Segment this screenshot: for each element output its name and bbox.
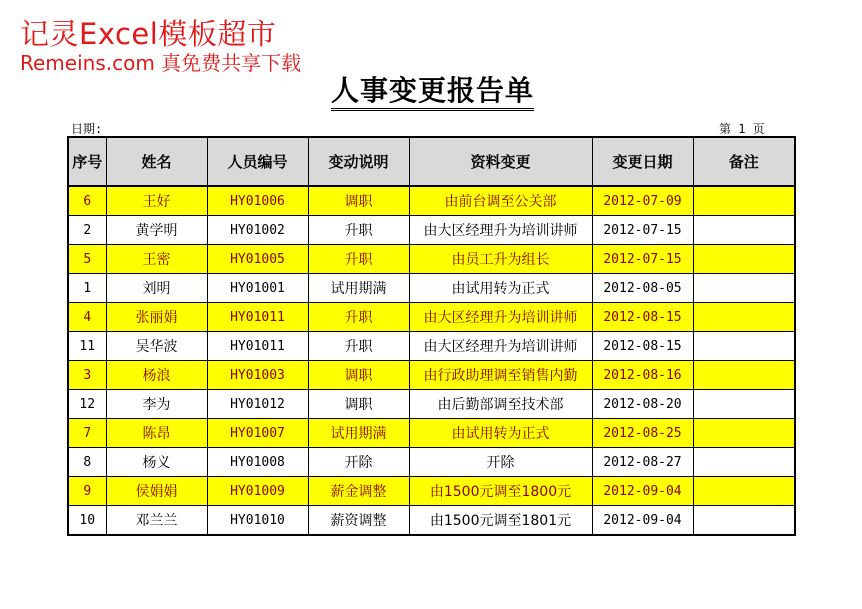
cell-detail[interactable]: 由1500元调至1800元 xyxy=(409,477,592,506)
cell-date[interactable]: 2012-09-04 xyxy=(592,477,693,506)
cell-seq[interactable]: 4 xyxy=(68,303,106,332)
cell-name[interactable]: 杨义 xyxy=(106,448,207,477)
cell-detail[interactable]: 由前台调至公关部 xyxy=(409,186,592,216)
cell-change[interactable]: 试用期满 xyxy=(308,274,409,303)
watermark-brand: 记灵Excel模板超市 xyxy=(20,17,277,51)
cell-seq[interactable]: 11 xyxy=(68,332,106,361)
table-row xyxy=(68,332,795,361)
table-row xyxy=(68,274,795,303)
cell-detail[interactable]: 开除 xyxy=(409,448,592,477)
cell-seq[interactable]: 3 xyxy=(68,361,106,390)
cell-detail[interactable]: 由1500元调至1801元 xyxy=(409,506,592,536)
cell-code[interactable]: HY01005 xyxy=(207,245,308,274)
cell-seq[interactable]: 1 xyxy=(68,274,106,303)
cell-note[interactable] xyxy=(693,419,795,448)
cell-code[interactable]: HY01002 xyxy=(207,216,308,245)
cell-name[interactable]: 侯娟娟 xyxy=(106,477,207,506)
cell-seq[interactable]: 10 xyxy=(68,506,106,536)
table-row xyxy=(68,216,795,245)
cell-change[interactable]: 调职 xyxy=(308,361,409,390)
cell-note[interactable] xyxy=(693,245,795,274)
cell-note[interactable] xyxy=(693,303,795,332)
table-row xyxy=(68,477,795,506)
cell-name[interactable]: 刘明 xyxy=(106,274,207,303)
header-date: 变更日期 xyxy=(592,137,693,186)
header-detail: 资料变更 xyxy=(409,137,592,186)
cell-detail[interactable]: 由试用转为正式 xyxy=(409,419,592,448)
cell-change[interactable]: 升职 xyxy=(308,245,409,274)
cell-detail[interactable]: 由大区经理升为培训讲师 xyxy=(409,216,592,245)
cell-seq[interactable]: 8 xyxy=(68,448,106,477)
cell-change[interactable]: 调职 xyxy=(308,186,409,216)
cell-code[interactable]: HY01010 xyxy=(207,506,308,536)
cell-change[interactable]: 升职 xyxy=(308,216,409,245)
table-row xyxy=(68,361,795,390)
header-seq: 序号 xyxy=(68,137,106,186)
cell-seq[interactable]: 7 xyxy=(68,419,106,448)
cell-note[interactable] xyxy=(693,274,795,303)
cell-code[interactable]: HY01011 xyxy=(207,303,308,332)
cell-code[interactable]: HY01011 xyxy=(207,332,308,361)
cell-change[interactable]: 试用期满 xyxy=(308,419,409,448)
cell-name[interactable]: 陈昂 xyxy=(106,419,207,448)
page-number-label: 第 1 页 xyxy=(719,122,765,136)
cell-code[interactable]: HY01001 xyxy=(207,274,308,303)
cell-seq[interactable]: 2 xyxy=(68,216,106,245)
cell-change[interactable]: 升职 xyxy=(308,303,409,332)
cell-date[interactable]: 2012-08-27 xyxy=(592,448,693,477)
cell-name[interactable]: 邓兰兰 xyxy=(106,506,207,536)
cell-note[interactable] xyxy=(693,216,795,245)
cell-note[interactable] xyxy=(693,186,795,216)
cell-change[interactable]: 薪资调整 xyxy=(308,506,409,536)
table-row xyxy=(68,390,795,419)
table-row xyxy=(68,448,795,477)
header-change: 变动说明 xyxy=(308,137,409,186)
cell-note[interactable] xyxy=(693,390,795,419)
cell-note[interactable] xyxy=(693,506,795,536)
header-note: 备注 xyxy=(693,137,795,186)
table-row xyxy=(68,419,795,448)
watermark-site: Remeins.com 真免费共享下载 xyxy=(20,51,302,75)
table-row xyxy=(68,506,795,536)
cell-code[interactable]: HY01003 xyxy=(207,361,308,390)
cell-date[interactable]: 2012-08-15 xyxy=(592,332,693,361)
cell-name[interactable]: 王密 xyxy=(106,245,207,274)
cell-note[interactable] xyxy=(693,477,795,506)
cell-name[interactable]: 张丽娟 xyxy=(106,303,207,332)
cell-date[interactable]: 2012-08-05 xyxy=(592,274,693,303)
cell-seq[interactable]: 5 xyxy=(68,245,106,274)
cell-name[interactable]: 王好 xyxy=(106,186,207,216)
cell-name[interactable]: 杨浪 xyxy=(106,361,207,390)
personnel-change-table xyxy=(67,136,796,536)
cell-change[interactable]: 开除 xyxy=(308,448,409,477)
cell-change[interactable]: 升职 xyxy=(308,332,409,361)
cell-change[interactable]: 调职 xyxy=(308,390,409,419)
cell-date[interactable]: 2012-07-15 xyxy=(592,216,693,245)
cell-code[interactable]: HY01007 xyxy=(207,419,308,448)
cell-seq[interactable]: 6 xyxy=(68,186,106,216)
cell-detail[interactable]: 由试用转为正式 xyxy=(409,274,592,303)
cell-note[interactable] xyxy=(693,332,795,361)
cell-code[interactable]: HY01008 xyxy=(207,448,308,477)
cell-code[interactable]: HY01012 xyxy=(207,390,308,419)
cell-detail[interactable]: 由大区经理升为培训讲师 xyxy=(409,332,592,361)
table-body xyxy=(68,186,795,535)
cell-date[interactable]: 2012-09-04 xyxy=(592,506,693,536)
table-row xyxy=(68,303,795,332)
table-row xyxy=(68,186,795,216)
cell-date[interactable]: 2012-08-16 xyxy=(592,361,693,390)
date-label: 日期: xyxy=(71,122,103,136)
cell-note[interactable] xyxy=(693,448,795,477)
table-row xyxy=(68,245,795,274)
cell-name[interactable]: 黄学明 xyxy=(106,216,207,245)
cell-detail[interactable]: 由行政助理调至销售内勤 xyxy=(409,361,592,390)
header-name: 姓名 xyxy=(106,137,207,186)
cell-detail[interactable]: 由后勤部调至技术部 xyxy=(409,390,592,419)
cell-note[interactable] xyxy=(693,361,795,390)
cell-date[interactable]: 2012-07-15 xyxy=(592,245,693,274)
cell-detail[interactable]: 由员工升为组长 xyxy=(409,245,592,274)
header-code: 人员编号 xyxy=(207,137,308,186)
cell-name[interactable]: 李为 xyxy=(106,390,207,419)
document-title: 人事变更报告单 xyxy=(331,76,534,111)
cell-change[interactable]: 薪金调整 xyxy=(308,477,409,506)
watermark xyxy=(20,17,302,75)
cell-name[interactable]: 吴华波 xyxy=(106,332,207,361)
cell-code[interactable]: HY01006 xyxy=(207,186,308,216)
cell-date[interactable]: 2012-07-09 xyxy=(592,186,693,216)
cell-seq[interactable]: 12 xyxy=(68,390,106,419)
cell-code[interactable]: HY01009 xyxy=(207,477,308,506)
cell-date[interactable]: 2012-08-25 xyxy=(592,419,693,448)
cell-detail[interactable]: 由大区经理升为培训讲师 xyxy=(409,303,592,332)
cell-date[interactable]: 2012-08-20 xyxy=(592,390,693,419)
cell-seq[interactable]: 9 xyxy=(68,477,106,506)
table-header-row xyxy=(68,137,795,186)
cell-date[interactable]: 2012-08-15 xyxy=(592,303,693,332)
